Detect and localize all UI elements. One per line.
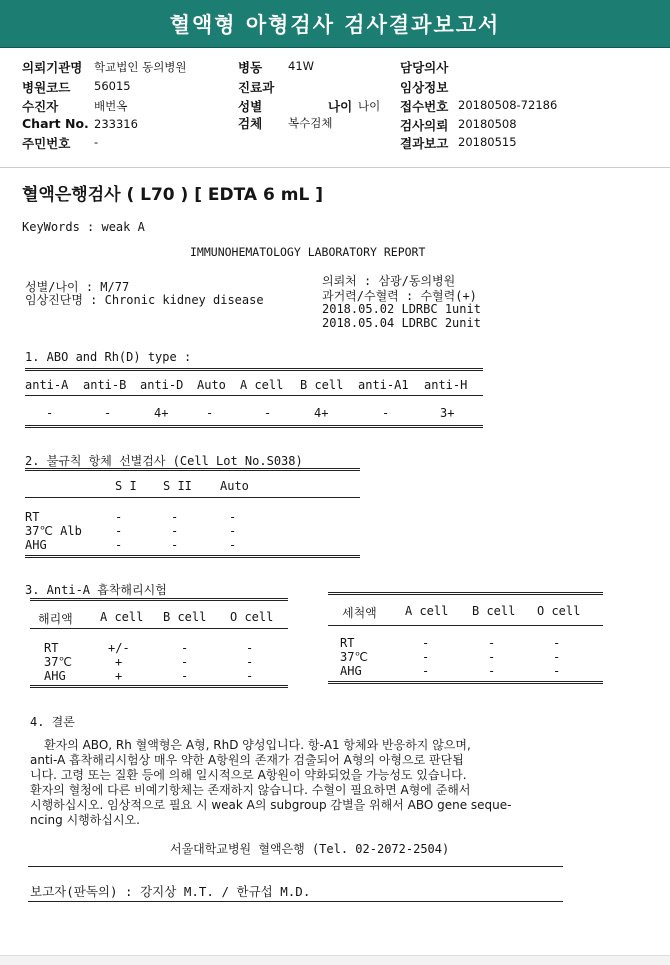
- sec1-header: anti-H: [424, 378, 468, 392]
- rule: [328, 592, 603, 595]
- sec3-left-cell: +: [115, 655, 123, 669]
- sec1-header: Auto: [197, 378, 226, 392]
- transfusion-entry-2: 2018.05.04 LDRBC 2unit: [322, 316, 481, 330]
- sec3-left-header: O cell: [230, 610, 274, 624]
- section-3-title: 3. Anti-A 흡착해리시험: [25, 583, 167, 597]
- sec3-left-header: A cell: [100, 610, 144, 624]
- patient-info-panel: [0, 52, 670, 168]
- lab-report-title: IMMUNOHEMATOLOGY LABORATORY REPORT: [190, 245, 426, 259]
- conclusion-line-4: 환자의 혈청에 다른 비예기항체는 존재하지 않습니다. 수혈이 필요하면 A형에 준해서: [30, 783, 471, 797]
- sec3-right-header: 세척액: [342, 606, 377, 620]
- sec1-header: A cell: [240, 378, 284, 392]
- sec3-right-row-label: 37℃: [340, 650, 368, 664]
- sec3-right-cell: -: [553, 650, 561, 664]
- rule: [28, 901, 563, 902]
- collector-label: 수진자: [22, 99, 59, 114]
- sec3-right-cell: -: [422, 636, 430, 650]
- sec1-value: 3+: [440, 406, 455, 420]
- result-report-value: 20180515: [458, 135, 517, 149]
- conclusion-line-6: ncing 시행하십시오.: [30, 813, 140, 827]
- sec1-value: -: [46, 406, 54, 420]
- collector-value: 배번옥: [94, 99, 128, 113]
- sec2-cell: -: [115, 524, 123, 538]
- sec1-value: -: [264, 406, 272, 420]
- clinical-diagnosis: 임상진단명 : Chronic kidney disease: [25, 293, 264, 307]
- reporter: 보고자(판독의) : 강지상 M.T. / 한규섭 M.D.: [30, 884, 311, 899]
- report-header: [0, 0, 670, 48]
- sec1-header: anti-B: [83, 378, 127, 392]
- rule: [25, 425, 483, 428]
- sec2-cell: -: [229, 510, 237, 524]
- hospital-code-label: 병원코드: [22, 80, 71, 95]
- chart-no-label: Chart No.: [22, 116, 89, 131]
- section-2-title: 2. 불규칙 항체 선별검사 (Cell Lot No.S038): [25, 454, 303, 468]
- receipt-label: 접수번호: [400, 99, 449, 114]
- sex-label: 성별: [238, 99, 263, 114]
- sec3-left-cell: +: [115, 669, 123, 683]
- section-4-title: 4. 결론: [30, 715, 75, 729]
- resident-no-value: -: [94, 135, 99, 149]
- rule: [25, 368, 483, 371]
- resident-no-label: 주민번호: [22, 136, 71, 151]
- sec2-header: S I: [115, 479, 137, 493]
- receipt-value: 20180508-72186: [458, 98, 558, 112]
- sec3-left-cell: -: [246, 669, 254, 683]
- conclusion-line-3: 니다. 고령 또는 질환 등에 의해 일시적으로 A항원이 약화되었을 가능성도 있습니다.: [30, 768, 467, 782]
- specimen-value: 복수검체: [288, 116, 333, 130]
- sec3-left-row-label: RT: [44, 641, 59, 655]
- sec2-row-label: RT: [25, 510, 40, 524]
- report-title: 혈액은행검사 ( L70 ) [ EDTA 6 mL ]: [22, 185, 323, 205]
- sec1-value: -: [382, 406, 390, 420]
- sec2-cell: -: [115, 510, 123, 524]
- hospital-code-value: 56015: [94, 79, 131, 93]
- institution-label: 의뢰기관명: [22, 60, 83, 75]
- sec1-value: -: [104, 406, 112, 420]
- lab-contact: 서울대학교병원 혈액은행 (Tel. 02-2072-2504): [170, 842, 450, 856]
- report-header-title: 혈액형 아형검사 검사결과보고서: [169, 13, 501, 37]
- dept-label: 진료과: [238, 80, 275, 95]
- rule: [25, 555, 360, 558]
- sec3-right-cell: -: [422, 650, 430, 664]
- sec2-cell: -: [171, 538, 179, 552]
- sec3-left-header: 해리액: [38, 612, 73, 626]
- scanned-report: [0, 168, 670, 964]
- sec2-header: S II: [163, 479, 192, 493]
- sec2-header: Auto: [220, 479, 249, 493]
- sec3-right-cell: -: [553, 664, 561, 678]
- sec3-right-row-label: RT: [340, 636, 355, 650]
- sec2-row-label: 37℃ Alb: [25, 524, 82, 538]
- sec2-cell: -: [171, 510, 179, 524]
- sec1-header: anti-A1: [358, 378, 409, 392]
- chart-no-value: 233316: [94, 117, 138, 131]
- section-1-title: 1. ABO and Rh(D) type :: [25, 350, 192, 364]
- rule: [328, 681, 603, 684]
- sec3-left-header: B cell: [163, 610, 207, 624]
- sec2-cell: -: [171, 524, 179, 538]
- sec3-right-row-label: AHG: [340, 664, 362, 678]
- sec2-cell: -: [229, 524, 237, 538]
- sec3-right-cell: -: [488, 636, 496, 650]
- transfusion-entry-1: 2018.05.02 LDRBC 1unit: [322, 302, 481, 316]
- ward-label: 병동: [238, 60, 263, 75]
- sec3-right-header: A cell: [405, 604, 449, 618]
- rule: [25, 395, 483, 396]
- rule: [30, 685, 288, 688]
- sec3-right-cell: -: [553, 636, 561, 650]
- ward-value: 41W: [288, 59, 315, 73]
- rule: [25, 497, 360, 498]
- rule: [30, 598, 288, 601]
- institution-value: 학교법인 동의병원: [94, 60, 187, 74]
- doctor-label: 담당의사: [400, 60, 449, 75]
- sex-age: 성별/나이 : M/77: [25, 280, 130, 294]
- sec1-value: -: [206, 406, 214, 420]
- conclusion-line-2: anti-A 흡착해리시험상 매우 약한 A항원의 존재가 검출되어 A형의 아형으로 판단됩: [30, 753, 464, 767]
- rule: [328, 625, 603, 626]
- sec1-value: 4+: [314, 406, 329, 420]
- rule: [25, 468, 360, 471]
- request-label: 검사의뢰: [400, 118, 449, 133]
- conclusion-line-5: 시행하십시오. 임상적으로 필요 시 weak A의 subgroup 감별을 위해서 ABO gene seque-: [30, 798, 512, 812]
- sec3-right-cell: -: [488, 650, 496, 664]
- sec1-header: anti-D: [140, 378, 184, 392]
- request-value: 20180508: [458, 117, 517, 131]
- conclusion-line-1: 환자의 ABO, Rh 혈액형은 A형, RhD 양성입니다. 항-A1 항체와 반응하지 않으며,: [44, 738, 471, 752]
- sec3-left-cell: -: [181, 669, 189, 683]
- age-value: 나이: [358, 99, 381, 113]
- sec2-cell: -: [229, 538, 237, 552]
- result-report-label: 결과보고: [400, 136, 449, 151]
- sec1-header: B cell: [300, 378, 344, 392]
- sec3-right-header: O cell: [537, 604, 581, 618]
- referrer: 의뢰처 : 삼광/동의병원: [322, 274, 456, 288]
- sec3-left-row-label: AHG: [44, 669, 66, 683]
- sec3-left-cell: -: [246, 655, 254, 669]
- rule: [28, 866, 563, 867]
- sec3-right-cell: -: [422, 664, 430, 678]
- sec3-left-cell: -: [246, 641, 254, 655]
- sec1-header: anti-A: [25, 378, 69, 392]
- clinical-info-label: 임상정보: [400, 80, 449, 95]
- specimen-label: 검체: [238, 116, 263, 131]
- sec1-value: 4+: [154, 406, 169, 420]
- rule: [30, 628, 288, 629]
- sec3-left-cell: +/-: [108, 641, 130, 655]
- sec3-right-cell: -: [488, 664, 496, 678]
- sec3-left-cell: -: [181, 655, 189, 669]
- transfusion-history: 과거력/수혈력 : 수혈력(+): [322, 289, 477, 303]
- keywords: KeyWords : weak A: [22, 220, 145, 234]
- sec3-right-header: B cell: [472, 604, 516, 618]
- age-label: 나이: [328, 99, 353, 114]
- sec2-row-label: AHG: [25, 538, 47, 552]
- sec3-left-cell: -: [181, 641, 189, 655]
- sec3-left-row-label: 37℃: [44, 655, 72, 669]
- sec2-cell: -: [115, 538, 123, 552]
